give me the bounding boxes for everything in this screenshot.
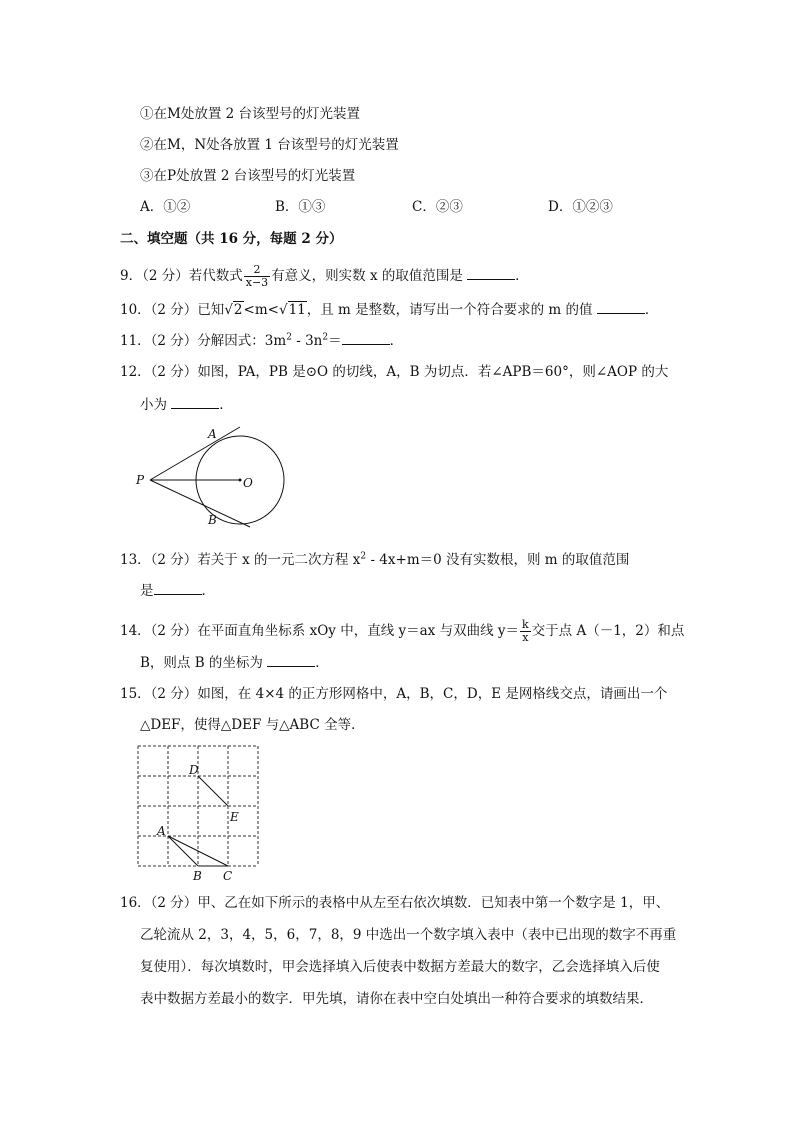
- q13-text-b: - 4x+m＝0 没有实数根，则 m 的取值范围: [366, 552, 630, 568]
- question-10: 10．（2 分）已知√2<m<√11，且 m 是整数，请写出一个符合要求的 m 的值 ．: [120, 302, 659, 318]
- question-14-cont: [140, 653, 329, 673]
- q14-number: 14．（2 分）: [120, 623, 198, 639]
- q11-text-a: 分解因式：3m: [197, 333, 287, 349]
- question-14: [120, 619, 684, 644]
- q10-number: 10．（2 分）: [120, 302, 198, 318]
- q10-answer-blank[interactable]: [597, 300, 645, 314]
- q14-text-a: 在平面直角坐标系 xOy 中，直线 y＝ax 与双曲线 y＝: [197, 623, 519, 639]
- q10-text-a: 已知: [197, 302, 225, 318]
- q9-fraction: [244, 264, 270, 289]
- q16-line2: 乙轮流从 2，3，4，5，6，7，8，9 中选出一个数字填入表中（表中已出现的数字不再重: [140, 927, 677, 943]
- q15-number: 15．（2 分）: [120, 686, 198, 702]
- q14-line2: B，则点 B 的坐标为: [140, 655, 263, 671]
- label-b: B: [208, 513, 217, 527]
- q9-text-a: 若代数式: [188, 268, 243, 284]
- option-2: ②在M，N处各放置 1 台该型号的灯光装置: [140, 137, 399, 153]
- q12-line2: 小为: [140, 397, 167, 413]
- question-13: [120, 550, 629, 570]
- q10-sqrt-11: 11: [288, 302, 306, 318]
- question-12-cont: [140, 395, 233, 415]
- question-12: [120, 362, 668, 382]
- q16-line1: 甲、乙在如下所示的表格中从左至右依次填数．已知表中第一个数字是 1，甲、: [197, 895, 670, 911]
- q10-sqrt-2: 2: [233, 302, 243, 318]
- tangent-pb: [150, 480, 250, 527]
- label-o: O: [243, 476, 253, 490]
- label-a15: A: [157, 824, 166, 838]
- question-11: [120, 331, 403, 351]
- choice-d: D．①②③: [548, 199, 613, 215]
- segment-de: [198, 776, 228, 806]
- label-e: E: [230, 810, 239, 824]
- q13-number: 13．（2 分）: [120, 552, 198, 568]
- section-title: 二、填空题（共 16 分，每题 2 分）: [120, 231, 343, 247]
- q10-text-b: ，且 m 是整数，请写出一个符合要求的 m 的值: [306, 302, 593, 318]
- q11-sup-2: 2: [322, 332, 329, 343]
- q9-frac-den: x−3: [245, 276, 269, 289]
- q11-number: 11．（2 分）: [120, 333, 198, 349]
- choice-c: C．②③: [412, 199, 463, 215]
- q12-answer-blank[interactable]: [171, 395, 219, 409]
- q14-fraction: [520, 619, 531, 644]
- q13-end: ．: [201, 583, 215, 599]
- q11-end: ．: [389, 333, 404, 349]
- q9-text-b: 有意义，则实数 x 的取值范围是: [271, 268, 463, 284]
- figure-15-grid: [130, 740, 270, 880]
- question-16: [120, 893, 669, 913]
- label-c15: C: [223, 869, 233, 880]
- question-13-cont: [140, 581, 215, 601]
- q11-text-b: - 3n: [291, 333, 323, 349]
- q14-frac-den: x: [522, 631, 529, 644]
- option-1: ①在M处放置 2 台该型号的灯光装置: [140, 106, 360, 122]
- q14-text-b: 交于点 A（－1，2）和点: [531, 623, 685, 639]
- figure-12-tangents: [128, 422, 298, 532]
- tangent-pa: [150, 427, 240, 480]
- q9-end: ．: [515, 268, 529, 284]
- q11-sup-1: 2: [286, 332, 292, 343]
- label-d: D: [189, 763, 199, 777]
- q9-frac-num: 2: [244, 264, 270, 277]
- q10-end: ．: [644, 302, 659, 318]
- q13-sup: 2: [360, 551, 367, 562]
- q9-answer-blank[interactable]: [467, 266, 515, 280]
- q11-answer-blank[interactable]: [342, 331, 390, 345]
- q15-line2: △DEF，使得△DEF 与△ABC 全等．: [140, 717, 365, 733]
- choice-a: A．①②: [140, 199, 191, 215]
- q14-frac-num: k: [522, 618, 529, 631]
- center-dot: [239, 479, 242, 482]
- q16-line4: 表中数据方差最小的数字．甲先填，请你在表中空白处填出一种符合要求的填数结果．: [140, 991, 653, 1007]
- question-15: [120, 684, 667, 704]
- option-3: ③在P处放置 2 台该型号的灯光装置: [140, 168, 356, 184]
- q12-number: 12．（2 分）: [120, 364, 198, 380]
- q14-end: ．: [315, 655, 329, 671]
- q15-line1: 如图，在 4×4 的正方形网格中，A，B，C，D，E 是网格线交点，请画出一个: [197, 686, 668, 702]
- q14-answer-blank[interactable]: [267, 653, 315, 667]
- choice-b: B．①③: [275, 199, 326, 215]
- q10-ineq: <m<: [243, 302, 279, 318]
- q12-line1: 如图，PA，PB 是⊙O 的切线，A，B 为切点．若∠APB＝60°，则∠AOP 的大: [197, 364, 669, 380]
- q13-line2: 是: [140, 583, 154, 599]
- question-9: [120, 264, 529, 289]
- q11-text-c: ＝: [328, 333, 342, 349]
- question-15-cont: [140, 715, 365, 735]
- q12-end: ．: [219, 397, 233, 413]
- q13-answer-blank[interactable]: [154, 581, 202, 595]
- segment-ab: [168, 836, 198, 866]
- q13-text-a: 若关于 x 的一元二次方程 x: [197, 552, 361, 568]
- q16-number: 16．（2 分）: [120, 895, 198, 911]
- label-a: A: [208, 427, 217, 441]
- label-b15: B: [193, 869, 202, 880]
- label-p: P: [136, 473, 145, 487]
- q9-number: 9．（2 分）: [120, 268, 189, 284]
- q16-line3: 复使用）．每次填数时，甲会选择填入后使表中数据方差最大的数字，乙会选择填入后使: [140, 959, 660, 975]
